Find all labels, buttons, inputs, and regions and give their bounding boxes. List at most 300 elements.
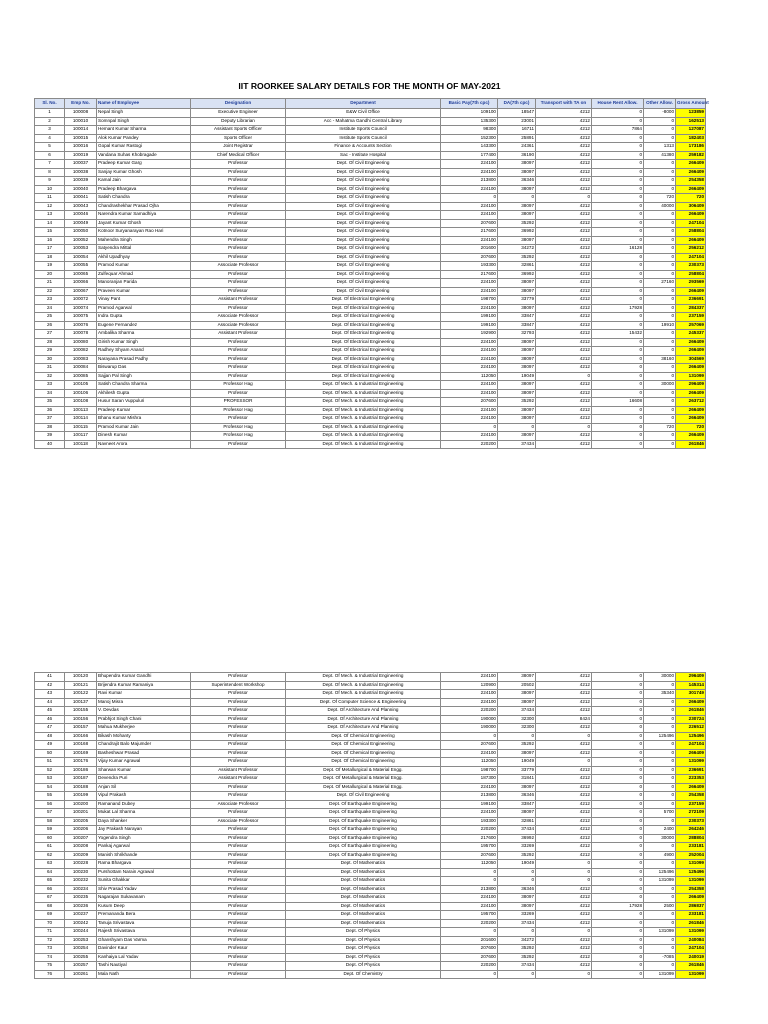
cell-department: Dept. Of Civil Engineering bbox=[286, 287, 441, 296]
cell-other-allow: 0 bbox=[644, 134, 676, 143]
cell-other-allow: 0 bbox=[644, 945, 676, 954]
cell-other-allow: 0 bbox=[644, 894, 676, 903]
cell-hra: 0 bbox=[592, 109, 644, 118]
cell-other-allow: 0 bbox=[644, 296, 676, 305]
cell-employee-name: Sharwan Kumar bbox=[97, 766, 191, 775]
cell-transport: 4212 bbox=[536, 440, 592, 449]
cell-gross-amount: 230724 bbox=[676, 715, 706, 724]
cell-department: Dept. Of Mech. & Industrial Engineering bbox=[286, 440, 441, 449]
cell-sl-no: 40 bbox=[35, 440, 65, 449]
cell-sl-no: 14 bbox=[35, 219, 65, 228]
cell-employee-name: Premananda Bera bbox=[97, 911, 191, 920]
col-header-department: Department bbox=[286, 99, 441, 109]
table-row bbox=[35, 245, 706, 254]
cell-emp-no: 100039 bbox=[65, 177, 97, 186]
cell-hra: 0 bbox=[592, 945, 644, 954]
cell-gross-amount: 247104 bbox=[676, 741, 706, 750]
cell-employee-name: Pramod Agarwal bbox=[97, 304, 191, 313]
cell-hra: 0 bbox=[592, 347, 644, 356]
salary-table-block-2 bbox=[34, 672, 705, 979]
cell-employee-name: Ravi Kumar bbox=[97, 690, 191, 699]
cell-other-allow: 30000 bbox=[644, 673, 676, 682]
cell-other-allow: 30000 bbox=[644, 381, 676, 390]
cell-emp-no: 100105 bbox=[65, 381, 97, 390]
cell-emp-no: 100157 bbox=[65, 724, 97, 733]
cell-hra: 0 bbox=[592, 936, 644, 945]
cell-emp-no: 100122 bbox=[65, 690, 97, 699]
cell-gross-amount: 233181 bbox=[676, 843, 706, 852]
table-row bbox=[35, 851, 706, 860]
table-row bbox=[35, 928, 706, 937]
cell-emp-no: 100254 bbox=[65, 945, 97, 954]
cell-department: Dept. Of Civil Engineering bbox=[286, 211, 441, 220]
cell-other-allow: 0 bbox=[644, 389, 676, 398]
cell-hra: 15432 bbox=[592, 330, 644, 339]
cell-emp-no: 100244 bbox=[65, 928, 97, 937]
cell-department: Dept. Of Architecture And Planning bbox=[286, 707, 441, 716]
cell-department: Dept. Of Mech. & Industrial Engineering bbox=[286, 432, 441, 441]
cell-basic-pay: 199100 bbox=[441, 313, 498, 322]
cell-other-allow: 0 bbox=[644, 313, 676, 322]
table-row bbox=[35, 202, 706, 211]
cell-transport: 0 bbox=[536, 868, 592, 877]
cell-emp-no: 100052 bbox=[65, 236, 97, 245]
cell-other-allow: 0 bbox=[644, 919, 676, 928]
cell-transport: 4212 bbox=[536, 783, 592, 792]
cell-gross-amount: 230373 bbox=[676, 817, 706, 826]
cell-hra: 0 bbox=[592, 194, 644, 203]
cell-other-allow: 0 bbox=[644, 936, 676, 945]
cell-transport: 4212 bbox=[536, 724, 592, 733]
table-row bbox=[35, 270, 706, 279]
cell-designation: Professor bbox=[191, 690, 286, 699]
table-row bbox=[35, 372, 706, 381]
cell-emp-no: 100208 bbox=[65, 843, 97, 852]
cell-gross-amount: 131099 bbox=[676, 860, 706, 869]
cell-employee-name: Pradeep Kumar bbox=[97, 406, 191, 415]
cell-da: 38097 bbox=[498, 185, 536, 194]
cell-other-allow: 131099 bbox=[644, 970, 676, 979]
cell-da: 38097 bbox=[498, 364, 536, 373]
cell-sl-no: 25 bbox=[35, 313, 65, 322]
cell-hra: 0 bbox=[592, 800, 644, 809]
table-row bbox=[35, 211, 706, 220]
cell-emp-no: 100118 bbox=[65, 440, 97, 449]
cell-sl-no: 46 bbox=[35, 715, 65, 724]
cell-other-allow: 0 bbox=[644, 185, 676, 194]
cell-designation: Professor bbox=[191, 962, 286, 971]
cell-other-allow: 0 bbox=[644, 860, 676, 869]
cell-hra: 0 bbox=[592, 724, 644, 733]
cell-other-allow: 125496 bbox=[644, 868, 676, 877]
cell-sl-no: 62 bbox=[35, 851, 65, 860]
cell-employee-name: Vipul Prakash bbox=[97, 792, 191, 801]
cell-da: 19049 bbox=[498, 860, 536, 869]
cell-department: Dept. Of Electrical Engineering bbox=[286, 347, 441, 356]
cell-employee-name: Davinder Kaur bbox=[97, 945, 191, 954]
cell-transport: 4212 bbox=[536, 270, 592, 279]
cell-sl-no: 41 bbox=[35, 673, 65, 682]
cell-da: 34272 bbox=[498, 936, 536, 945]
cell-employee-name: Bhanu Kumar Mishra bbox=[97, 415, 191, 424]
cell-emp-no: 100230 bbox=[65, 868, 97, 877]
cell-hra: 0 bbox=[592, 253, 644, 262]
cell-gross-amount: 266409 bbox=[676, 236, 706, 245]
cell-designation: Professor bbox=[191, 945, 286, 954]
cell-designation: Professor bbox=[191, 347, 286, 356]
salary-table-continued bbox=[34, 672, 706, 979]
cell-other-allow: -8000 bbox=[644, 109, 676, 118]
cell-basic-pay: 224100 bbox=[441, 211, 498, 220]
cell-hra: 0 bbox=[592, 928, 644, 937]
cell-sl-no: 33 bbox=[35, 381, 65, 390]
cell-da: 38097 bbox=[498, 690, 536, 699]
cell-emp-no: 100169 bbox=[65, 749, 97, 758]
cell-other-allow: 0 bbox=[644, 330, 676, 339]
table-row bbox=[35, 406, 706, 415]
cell-hra: 17928 bbox=[592, 304, 644, 313]
cell-emp-no: 100176 bbox=[65, 758, 97, 767]
cell-designation: Professor bbox=[191, 219, 286, 228]
cell-designation: Professor bbox=[191, 749, 286, 758]
table-row bbox=[35, 809, 706, 818]
cell-employee-name: Satyendra Mittal bbox=[97, 245, 191, 254]
cell-sl-no: 49 bbox=[35, 741, 65, 750]
cell-hra: 0 bbox=[592, 372, 644, 381]
cell-transport: 4212 bbox=[536, 253, 592, 262]
cell-department: Dept. Of Civil Engineering bbox=[286, 270, 441, 279]
cell-designation: Professor bbox=[191, 741, 286, 750]
cell-da: 36346 bbox=[498, 792, 536, 801]
cell-transport: 4212 bbox=[536, 134, 592, 143]
cell-department: Dept. Of Computer Science & Engineering bbox=[286, 698, 441, 707]
cell-gross-amount: 162513 bbox=[676, 117, 706, 126]
cell-gross-amount: 125496 bbox=[676, 868, 706, 877]
cell-hra: 0 bbox=[592, 211, 644, 220]
cell-other-allow: 0 bbox=[644, 270, 676, 279]
cell-emp-no: 100066 bbox=[65, 279, 97, 288]
cell-other-allow: 40000 bbox=[644, 202, 676, 211]
cell-da: 37434 bbox=[498, 707, 536, 716]
cell-basic-pay: 0 bbox=[441, 194, 498, 203]
cell-gross-amount: 266409 bbox=[676, 415, 706, 424]
table-row bbox=[35, 389, 706, 398]
cell-sl-no: 71 bbox=[35, 928, 65, 937]
cell-emp-no: 100043 bbox=[65, 202, 97, 211]
cell-transport: 0 bbox=[536, 732, 592, 741]
cell-department: Dept. Of Electrical Engineering bbox=[286, 372, 441, 381]
cell-department: Dept. Of Earthquake Engineering bbox=[286, 800, 441, 809]
cell-da: 37434 bbox=[498, 440, 536, 449]
cell-department: Dept. Of Mech. & Industrial Engineering bbox=[286, 381, 441, 390]
cell-employee-name: Girish Kumar Singh bbox=[97, 338, 191, 347]
cell-department: Dept. Of Civil Engineering bbox=[286, 279, 441, 288]
cell-da: 33269 bbox=[498, 911, 536, 920]
cell-basic-pay: 201600 bbox=[441, 936, 498, 945]
cell-sl-no: 6 bbox=[35, 151, 65, 160]
cell-other-allow: 0 bbox=[644, 406, 676, 415]
cell-gross-amount: 266409 bbox=[676, 347, 706, 356]
cell-hra: 0 bbox=[592, 817, 644, 826]
cell-designation: Executive Engineer bbox=[191, 109, 286, 118]
table-row bbox=[35, 945, 706, 954]
cell-department: Dept. Of Chemistry bbox=[286, 970, 441, 979]
cell-transport: 0 bbox=[536, 860, 592, 869]
cell-designation: Professor bbox=[191, 211, 286, 220]
cell-sl-no: 32 bbox=[35, 372, 65, 381]
table-row bbox=[35, 877, 706, 886]
cell-transport: 4212 bbox=[536, 245, 592, 254]
cell-employee-name: Chandrajit Balo Majumder bbox=[97, 741, 191, 750]
cell-sl-no: 28 bbox=[35, 338, 65, 347]
cell-designation: Joint Registrar bbox=[191, 143, 286, 152]
cell-transport: 4212 bbox=[536, 834, 592, 843]
cell-department: Dept. Of Electrical Engineering bbox=[286, 364, 441, 373]
cell-transport: 4212 bbox=[536, 355, 592, 364]
cell-designation: Professor bbox=[191, 338, 286, 347]
table-row bbox=[35, 843, 706, 852]
table-row bbox=[35, 885, 706, 894]
cell-sl-no: 12 bbox=[35, 202, 65, 211]
cell-designation: Sports Officer bbox=[191, 134, 286, 143]
cell-da: 36190 bbox=[498, 151, 536, 160]
cell-transport: 4212 bbox=[536, 228, 592, 237]
cell-employee-name: Purshottam Narain Agrawal bbox=[97, 868, 191, 877]
cell-transport: 4212 bbox=[536, 698, 592, 707]
cell-sl-no: 23 bbox=[35, 296, 65, 305]
cell-designation: Professor bbox=[191, 355, 286, 364]
cell-sl-no: 8 bbox=[35, 168, 65, 177]
cell-hra: 0 bbox=[592, 423, 644, 432]
cell-da: 38097 bbox=[498, 673, 536, 682]
cell-other-allow: 0 bbox=[644, 783, 676, 792]
col-header-sl-no: Sl. No. bbox=[35, 99, 65, 109]
cell-employee-name: Basheshwar Prasad bbox=[97, 749, 191, 758]
cell-da: 33269 bbox=[498, 843, 536, 852]
table-row bbox=[35, 758, 706, 767]
cell-basic-pay: 207600 bbox=[441, 953, 498, 962]
cell-employee-name: Tanuja Srivastava bbox=[97, 919, 191, 928]
cell-department: Dept. Of Physics bbox=[286, 953, 441, 962]
cell-gross-amount: 261846 bbox=[676, 919, 706, 928]
cell-designation: Professor bbox=[191, 372, 286, 381]
cell-emp-no: 100080 bbox=[65, 338, 97, 347]
cell-gross-amount: 226512 bbox=[676, 724, 706, 733]
cell-sl-no: 42 bbox=[35, 681, 65, 690]
cell-da: 35292 bbox=[498, 851, 536, 860]
cell-da: 38097 bbox=[498, 809, 536, 818]
table-row bbox=[35, 681, 706, 690]
cell-designation: Assistant Professor bbox=[191, 296, 286, 305]
cell-sl-no: 26 bbox=[35, 321, 65, 330]
cell-gross-amount: 266409 bbox=[676, 406, 706, 415]
cell-hra: 0 bbox=[592, 834, 644, 843]
cell-department: Dept. Of Mathematics bbox=[286, 911, 441, 920]
cell-da: 0 bbox=[498, 877, 536, 886]
cell-basic-pay: 0 bbox=[441, 928, 498, 937]
cell-transport: 4212 bbox=[536, 304, 592, 313]
cell-department: Dept. Of Civil Engineering bbox=[286, 160, 441, 169]
cell-employee-name: Gopal Kumar Rastogi bbox=[97, 143, 191, 152]
table-row bbox=[35, 330, 706, 339]
cell-hra: 0 bbox=[592, 432, 644, 441]
cell-other-allow: 0 bbox=[644, 211, 676, 220]
cell-hra: 0 bbox=[592, 792, 644, 801]
cell-da: 33847 bbox=[498, 800, 536, 809]
cell-hra: 0 bbox=[592, 168, 644, 177]
cell-gross-amount: 266409 bbox=[676, 432, 706, 441]
cell-designation: Professor bbox=[191, 304, 286, 313]
cell-basic-pay: 112050 bbox=[441, 860, 498, 869]
table-row bbox=[35, 775, 706, 784]
table-row bbox=[35, 919, 706, 928]
cell-emp-no: 100075 bbox=[65, 313, 97, 322]
cell-transport: 4212 bbox=[536, 945, 592, 954]
cell-basic-pay: 217600 bbox=[441, 270, 498, 279]
cell-emp-no: 100188 bbox=[65, 783, 97, 792]
cell-other-allow: 0 bbox=[644, 304, 676, 313]
cell-sl-no: 15 bbox=[35, 228, 65, 237]
cell-designation: Professor Hag bbox=[191, 432, 286, 441]
cell-da: 18547 bbox=[498, 109, 536, 118]
cell-department: Dept. Of Physics bbox=[286, 962, 441, 971]
cell-transport: 4212 bbox=[536, 885, 592, 894]
cell-designation: Professor bbox=[191, 894, 286, 903]
cell-designation: Superintendent Workshop bbox=[191, 681, 286, 690]
cell-emp-no: 100187 bbox=[65, 775, 97, 784]
col-header-name: Name of Employee bbox=[97, 99, 191, 109]
cell-hra: 0 bbox=[592, 885, 644, 894]
cell-other-allow: 0 bbox=[644, 698, 676, 707]
cell-basic-pay: 187300 bbox=[441, 775, 498, 784]
cell-employee-name: Tashi Nautiyal bbox=[97, 962, 191, 971]
cell-emp-no: 100082 bbox=[65, 347, 97, 356]
cell-da: 38097 bbox=[498, 902, 536, 911]
cell-gross-amount: 266409 bbox=[676, 160, 706, 169]
cell-emp-no: 100237 bbox=[65, 911, 97, 920]
cell-department: Finance & Accounts Section bbox=[286, 143, 441, 152]
table-body bbox=[35, 673, 706, 979]
cell-designation: Professor bbox=[191, 287, 286, 296]
cell-designation: Professor bbox=[191, 202, 286, 211]
cell-basic-pay: 112050 bbox=[441, 758, 498, 767]
cell-basic-pay: 193300 bbox=[441, 262, 498, 271]
cell-other-allow: 41380 bbox=[644, 151, 676, 160]
table-row bbox=[35, 177, 706, 186]
cell-emp-no: 100065 bbox=[65, 270, 97, 279]
cell-gross-amount: 720 bbox=[676, 194, 706, 203]
cell-designation: Professor bbox=[191, 279, 286, 288]
cell-transport: 4212 bbox=[536, 843, 592, 852]
cell-employee-name: Ghanshyam Das Varma bbox=[97, 936, 191, 945]
cell-da: 32793 bbox=[498, 330, 536, 339]
cell-sl-no: 60 bbox=[35, 834, 65, 843]
cell-sl-no: 4 bbox=[35, 134, 65, 143]
cell-sl-no: 3 bbox=[35, 126, 65, 135]
cell-designation: Professor bbox=[191, 758, 286, 767]
cell-department: Dept. Of Civil Engineering bbox=[286, 185, 441, 194]
cell-hra: 0 bbox=[592, 440, 644, 449]
cell-designation: Professor bbox=[191, 860, 286, 869]
cell-da: 38097 bbox=[498, 381, 536, 390]
cell-da: 36346 bbox=[498, 885, 536, 894]
cell-gross-amount: 266409 bbox=[676, 185, 706, 194]
cell-designation: Professor bbox=[191, 834, 286, 843]
salary-table bbox=[34, 98, 709, 449]
cell-hra: 0 bbox=[592, 877, 644, 886]
cell-gross-amount: 720 bbox=[676, 423, 706, 432]
cell-transport: 4212 bbox=[536, 432, 592, 441]
cell-sl-no: 21 bbox=[35, 279, 65, 288]
cell-employee-name: Yogendra Singh bbox=[97, 834, 191, 843]
cell-da: 33779 bbox=[498, 296, 536, 305]
cell-employee-name: Bikash Mohanty bbox=[97, 732, 191, 741]
cell-basic-pay: 220200 bbox=[441, 707, 498, 716]
table-row bbox=[35, 690, 706, 699]
cell-other-allow: 30000 bbox=[644, 834, 676, 843]
cell-emp-no: 100037 bbox=[65, 160, 97, 169]
cell-transport: 4212 bbox=[536, 766, 592, 775]
cell-basic-pay: 98300 bbox=[441, 126, 498, 135]
cell-gross-amount: 254358 bbox=[676, 792, 706, 801]
cell-department: Dept. Of Physics bbox=[286, 936, 441, 945]
cell-other-allow: 0 bbox=[644, 253, 676, 262]
table-row bbox=[35, 236, 706, 245]
cell-other-allow: -7085 bbox=[644, 953, 676, 962]
table-row bbox=[35, 109, 706, 118]
cell-basic-pay: 207600 bbox=[441, 219, 498, 228]
cell-sl-no: 10 bbox=[35, 185, 65, 194]
cell-employee-name: Biswarup Das bbox=[97, 364, 191, 373]
cell-hra: 0 bbox=[592, 698, 644, 707]
cell-other-allow: 0 bbox=[644, 415, 676, 424]
cell-gross-amount: 266409 bbox=[676, 749, 706, 758]
cell-sl-no: 31 bbox=[35, 364, 65, 373]
table-row bbox=[35, 364, 706, 373]
cell-sl-no: 17 bbox=[35, 245, 65, 254]
cell-hra: 0 bbox=[592, 868, 644, 877]
cell-transport: 4212 bbox=[536, 817, 592, 826]
cell-basic-pay: 220200 bbox=[441, 919, 498, 928]
cell-gross-amount: 145314 bbox=[676, 681, 706, 690]
cell-hra: 0 bbox=[592, 177, 644, 186]
cell-designation: Professor bbox=[191, 902, 286, 911]
cell-other-allow: 0 bbox=[644, 228, 676, 237]
cell-hra: 0 bbox=[592, 415, 644, 424]
table-row bbox=[35, 287, 706, 296]
cell-da: 38097 bbox=[498, 347, 536, 356]
cell-other-allow: 38160 bbox=[644, 355, 676, 364]
cell-hra: 0 bbox=[592, 279, 644, 288]
cell-basic-pay: 224100 bbox=[441, 809, 498, 818]
cell-designation: Professor bbox=[191, 953, 286, 962]
cell-designation: Professor bbox=[191, 936, 286, 945]
cell-da: 24361 bbox=[498, 143, 536, 152]
cell-hra: 0 bbox=[592, 715, 644, 724]
cell-department: Dept. Of Mech. & Industrial Engineering bbox=[286, 673, 441, 682]
cell-transport: 4212 bbox=[536, 262, 592, 271]
cell-gross-amount: 240019 bbox=[676, 953, 706, 962]
cell-emp-no: 100200 bbox=[65, 800, 97, 809]
cell-basic-pay: 213800 bbox=[441, 792, 498, 801]
cell-emp-no: 100201 bbox=[65, 809, 97, 818]
cell-transport: 4212 bbox=[536, 681, 592, 690]
cell-transport: 8424 bbox=[536, 715, 592, 724]
cell-basic-pay: 224100 bbox=[441, 355, 498, 364]
cell-sl-no: 76 bbox=[35, 970, 65, 979]
cell-emp-no: 100010 bbox=[65, 117, 97, 126]
cell-department: Dept. Of Earthquake Engineering bbox=[286, 851, 441, 860]
